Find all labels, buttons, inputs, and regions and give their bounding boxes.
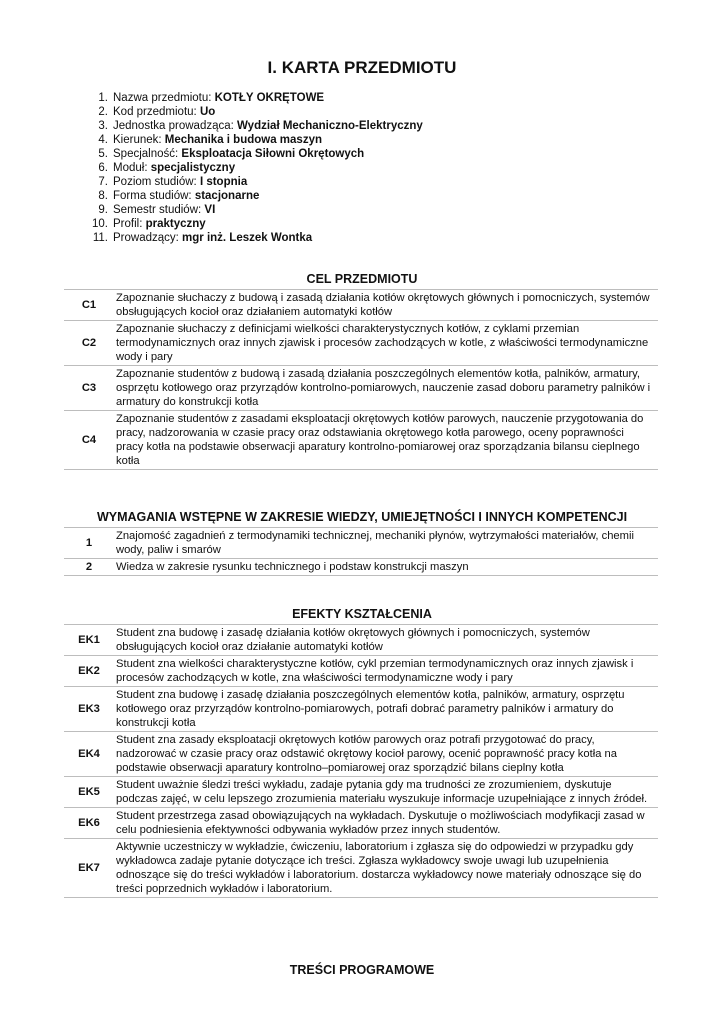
item-label: Kod przedmiotu: bbox=[113, 106, 200, 118]
row-code: C3 bbox=[64, 366, 114, 411]
item-number: 3. bbox=[98, 120, 108, 132]
wymagania-table bbox=[64, 527, 658, 576]
item-number: 9. bbox=[98, 204, 108, 216]
row-text: Student uważnie śledzi treści wykładu, zadaje pytania gdy ma trudności ze zrozumieniem, dyskutuje podczas zajęć, w celu lepszego zrozumienia materiału wyszukuje informacje uzupełniające z innych źródeł. bbox=[114, 777, 658, 808]
info-item bbox=[86, 119, 423, 133]
item-number: 2. bbox=[98, 106, 108, 118]
item-number: 1. bbox=[98, 92, 108, 104]
info-item bbox=[86, 161, 423, 175]
info-item bbox=[86, 217, 423, 231]
item-label: Forma studiów: bbox=[113, 190, 195, 202]
info-item bbox=[86, 105, 423, 119]
efekty-table bbox=[64, 624, 658, 898]
item-number: 8. bbox=[98, 190, 108, 202]
item-label: Nazwa przedmiotu: bbox=[113, 92, 215, 104]
item-label: Poziom studiów: bbox=[113, 176, 200, 188]
table-row bbox=[64, 528, 658, 559]
info-item bbox=[86, 133, 423, 147]
row-code: EK2 bbox=[64, 656, 114, 687]
info-item bbox=[86, 203, 423, 217]
table-row bbox=[64, 808, 658, 839]
info-item bbox=[86, 175, 423, 189]
item-label: Moduł: bbox=[113, 162, 151, 174]
row-code: C1 bbox=[64, 290, 114, 321]
row-code: EK1 bbox=[64, 625, 114, 656]
item-number: 6. bbox=[98, 162, 108, 174]
item-value: stacjonarne bbox=[194, 190, 260, 202]
page-title: I. KARTA PRZEDMIOTU bbox=[267, 58, 457, 77]
item-label: Kierunek: bbox=[113, 134, 165, 146]
section-heading-tresci: TREŚCI PROGRAMOWE bbox=[289, 963, 435, 977]
table-row bbox=[64, 839, 658, 898]
row-code: EK6 bbox=[64, 808, 114, 839]
table-row bbox=[64, 321, 658, 366]
row-code: C4 bbox=[64, 411, 114, 470]
row-text: Student zna wielkości charakterystyczne kotłów, cykl przemian termodynamicznych oraz innych zjawisk i procesów zachodzących w kotle, zna właściwości termodynamiczne wody i pary bbox=[114, 656, 658, 687]
item-value: mgr inż. Leszek Wontka bbox=[182, 232, 313, 244]
table-row bbox=[64, 777, 658, 808]
item-value: KOTŁY OKRĘTOWE bbox=[214, 92, 325, 104]
item-label: Jednostka prowadząca: bbox=[113, 120, 238, 132]
row-text: Aktywnie uczestniczy w wykładzie, ćwiczeniu, laboratorium i zgłasza się do odpowiedzi w przypadku gdy wykładowca zadaje pytanie dotyczące ich treści. Zgłasza wykładowcy swoje uwagi lub uzupełnienia odnoszące się do treści wykładów i laboratorium. dostarcza wykładowcy nowe materiały odnoszące się do treści poprzednich wykładów i laboratorium. bbox=[114, 839, 658, 898]
row-code: 2 bbox=[64, 559, 114, 576]
table-row bbox=[64, 411, 658, 470]
row-code: EK3 bbox=[64, 687, 114, 732]
table-row bbox=[64, 366, 658, 411]
item-value: praktyczny bbox=[145, 218, 206, 230]
row-code: C2 bbox=[64, 321, 114, 366]
row-text: Znajomość zagadnień z termodynamiki technicznej, mechaniki płynów, wytrzymałości materiałów, chemii wody, paliw i smarów bbox=[114, 528, 658, 559]
item-label: Prowadzący: bbox=[113, 232, 183, 244]
item-value: Mechanika i budowa maszyn bbox=[164, 134, 322, 146]
info-item bbox=[86, 91, 423, 105]
section-heading-cel: CEL PRZEDMIOTU bbox=[306, 272, 418, 286]
row-text: Wiedza w zakresie rysunku technicznego i podstaw konstrukcji maszyn bbox=[114, 559, 658, 576]
item-value: VI bbox=[204, 204, 216, 216]
item-number: 10. bbox=[92, 218, 108, 230]
table-row bbox=[64, 732, 658, 777]
row-text: Zapoznanie studentów z budową i zasadą działania poszczególnych elementów kotła, palników, armatury, osprzętu kotłowego oraz przyrządów kontrolno-pomiarowych, nauczenie zasad doboru parametry palników i armatury do konstrukcji kotła bbox=[114, 366, 658, 411]
item-number: 5. bbox=[98, 148, 108, 160]
table-row bbox=[64, 687, 658, 732]
item-value: Uo bbox=[199, 106, 216, 118]
row-text: Student zna budowę i zasadę działania kotłów okrętowych głównych i pomocniczych, systemów obsługujących kocioł oraz działanie automatyki kotłów bbox=[114, 625, 658, 656]
info-item bbox=[86, 189, 423, 203]
row-text: Zapoznanie słuchaczy z budową i zasadą działania kotłów okrętowych głównych i pomocniczych, systemów obsługujących kocioł oraz działaniem automatyki kotłów bbox=[114, 290, 658, 321]
table-row bbox=[64, 290, 658, 321]
info-item bbox=[86, 231, 423, 245]
row-text: Student przestrzega zasad obowiązujących na wykładach. Dyskutuje o możliwościach modyfikacji zasad w celu podniesienia efektywności odbywania wykładów przez innych studentów. bbox=[114, 808, 658, 839]
row-text: Student zna budowę i zasadę działania poszczególnych elementów kotła, palników, armatury, osprzętu kotłowego oraz przyrządów kontrolno-pomiarowych, potrafi dobrać parametry palników i armatury do konstrukcji kotła bbox=[114, 687, 658, 732]
section-heading-wymagania: WYMAGANIA WSTĘPNE W ZAKRESIE WIEDZY, UMIEJĘTNOŚCI I INNYCH KOMPETENCJI bbox=[96, 510, 628, 524]
table-row bbox=[64, 656, 658, 687]
item-value: Wydział Mechaniczno-Elektryczny bbox=[237, 120, 423, 132]
table-row bbox=[64, 625, 658, 656]
row-text: Zapoznanie studentów z zasadami eksploatacji okrętowych kotłów parowych, nauczenie przygotowania do pracy, nadzorowania w czasie pracy oraz odstawiania okrętowego kotła parowego, oceny poprawności pracy kotła na podstawie obserwacji aparatury kontrolno-pomiarowej oraz sporządzania bilansu cieplnego kotła bbox=[114, 411, 658, 470]
course-info-list bbox=[86, 91, 423, 245]
row-code: EK7 bbox=[64, 839, 114, 898]
item-number: 4. bbox=[98, 134, 108, 146]
row-code: EK4 bbox=[64, 732, 114, 777]
item-value: Eksploatacja Siłowni Okrętowych bbox=[181, 148, 365, 160]
row-code: 1 bbox=[64, 528, 114, 559]
item-number: 11. bbox=[92, 232, 108, 244]
item-number: 7. bbox=[98, 176, 108, 188]
section-heading-efekty: EFEKTY KSZTAŁCENIA bbox=[292, 607, 432, 621]
item-label: Semestr studiów: bbox=[113, 204, 205, 216]
row-code: EK5 bbox=[64, 777, 114, 808]
cel-table bbox=[64, 289, 658, 470]
item-value: I stopnia bbox=[199, 176, 248, 188]
item-label: Profil: bbox=[113, 218, 146, 230]
table-row bbox=[64, 559, 658, 576]
info-item bbox=[86, 147, 423, 161]
row-text: Student zna zasady eksploatacji okrętowych kotłów parowych oraz potrafi przygotować do pracy, nadzorować w czasie pracy oraz odstawić okrętowy kocioł parowy, ocenić poprawność pracy kotła na podstawie obserwacji aparatury kontrolno–pomiarowej oraz sporządzić bilans cieplny kotła bbox=[114, 732, 658, 777]
item-value: specjalistyczny bbox=[150, 162, 236, 174]
item-label: Specjalność: bbox=[113, 148, 182, 160]
row-text: Zapoznanie słuchaczy z definicjami wielkości charakterystycznych kotłów, z cyklami przemian termodynamicznych oraz innych zjawisk i procesów zachodzących w kotle, z właściwości termodynamiczne wody i pary bbox=[114, 321, 658, 366]
